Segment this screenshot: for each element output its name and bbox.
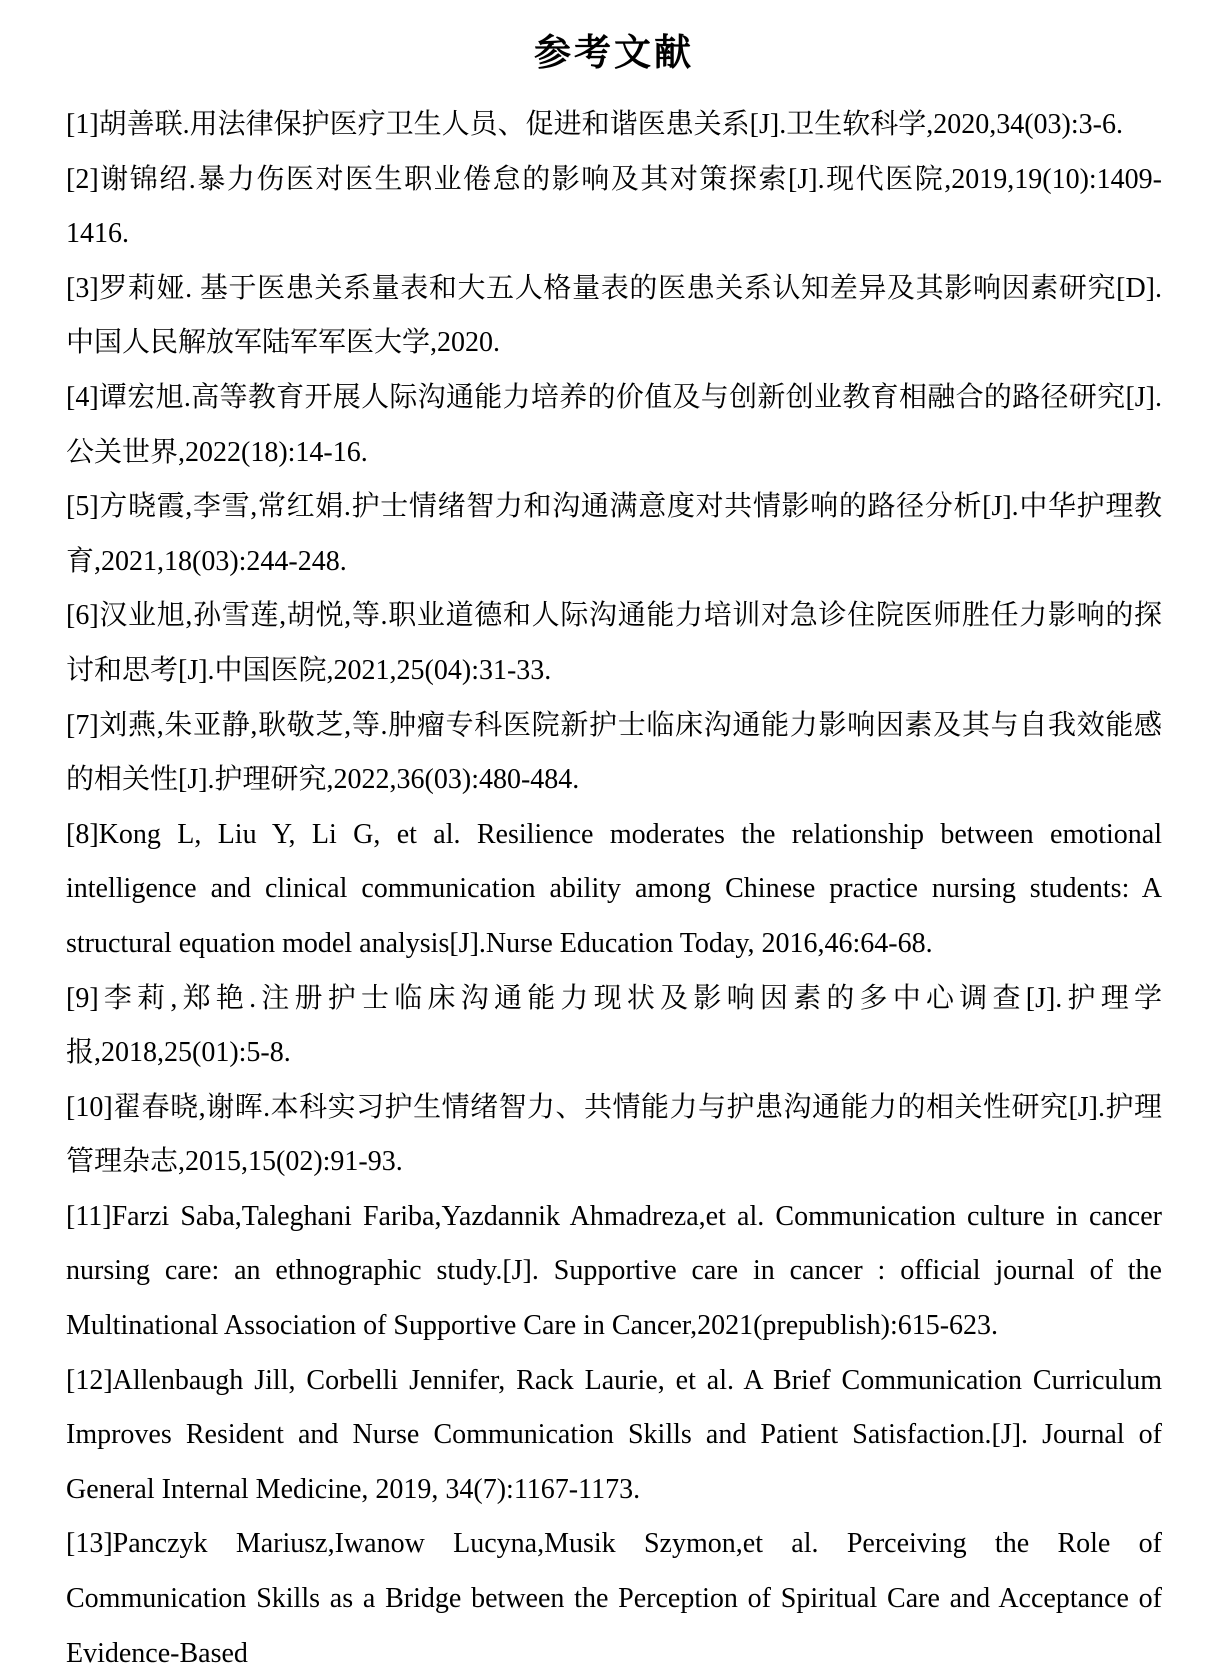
reference-item: [8]Kong L, Liu Y, Li G, et al. Resilience moderates the relationship between emotional intelligence and clinical communication ability among Chinese practice nursing students: A structural equation model analysis[J].Nurse Education Today, 2016,46:64-68. — [66, 818, 1162, 959]
reference-item: [2]谢锦绍.暴力伤医对医生职业倦怠的影响及其对策探索[J].现代医院,2019,19(10):1409-1416. — [66, 163, 1162, 250]
reference-item: [11]Farzi Saba,Taleghani Fariba,Yazdannik Ahmadreza,et al. Communication culture in cancer nursing care: an ethnographic study.[J]. Supportive care in cancer : official journal of the Multinational Association of Supportive Care in Cancer,2021(prepublish):615-623. — [66, 1200, 1162, 1342]
reference-item: [10]翟春晓,谢晖.本科实习护生情绪智力、共情能力与护患沟通能力的相关性研究[J].护理管理杂志,2015,15(02):91-93. — [66, 1091, 1162, 1178]
reference-item: [1]胡善联.用法律保护医疗卫生人员、促进和谐医患关系[J].卫生软科学,2020,34(03):3-6. — [66, 109, 1123, 140]
reference-item: [6]汉业旭,孙雪莲,胡悦,等.职业道德和人际沟通能力培训对急诊住院医师胜任力影响的探讨和思考[J].中国医院,2021,25(04):31-33. — [66, 600, 1162, 686]
references-list — [66, 98, 1162, 1668]
reference-item: [4]谭宏旭.高等教育开展人际沟通能力培养的价值及与创新创业教育相融合的路径研究[J].公关世界,2022(18):14-16. — [66, 381, 1162, 468]
reference-item: [13]Panczyk Mariusz,Iwanow Lucyna,Musik Szymon,et al. Perceiving the Role of Communication Skills as a Bridge between the Perception of Spiritual Care and Acceptance of Evidence-Based — [66, 1528, 1162, 1668]
reference-item: [9]李莉,郑艳.注册护士临床沟通能力现状及影响因素的多中心调查[J].护理学报,2018,25(01):5-8. — [66, 982, 1162, 1069]
reference-item: [3]罗莉娅. 基于医患关系量表和大五人格量表的医患关系认知差异及其影响因素研究[D].中国人民解放军陆军军医大学,2020. — [66, 272, 1162, 359]
reference-item: [12]Allenbaugh Jill, Corbelli Jennifer, Rack Laurie, et al. A Brief Communication Curriculum Improves Resident and Nurse Communication Skills and Patient Satisfaction.[J]. Journal of General Internal Medicine, 2019, 34(7):1167-1173. — [66, 1364, 1162, 1505]
reference-item: [7]刘燕,朱亚静,耿敬芝,等.肿瘤专科医院新护士临床沟通能力影响因素及其与自我效能感的相关性[J].护理研究,2022,36(03):480-484. — [66, 709, 1162, 796]
reference-item: [5]方晓霞,李雪,常红娟.护士情绪智力和沟通满意度对共情影响的路径分析[J].中华护理教育,2021,18(03):244-248. — [66, 491, 1162, 577]
page-title: 参考文献 — [534, 32, 694, 73]
